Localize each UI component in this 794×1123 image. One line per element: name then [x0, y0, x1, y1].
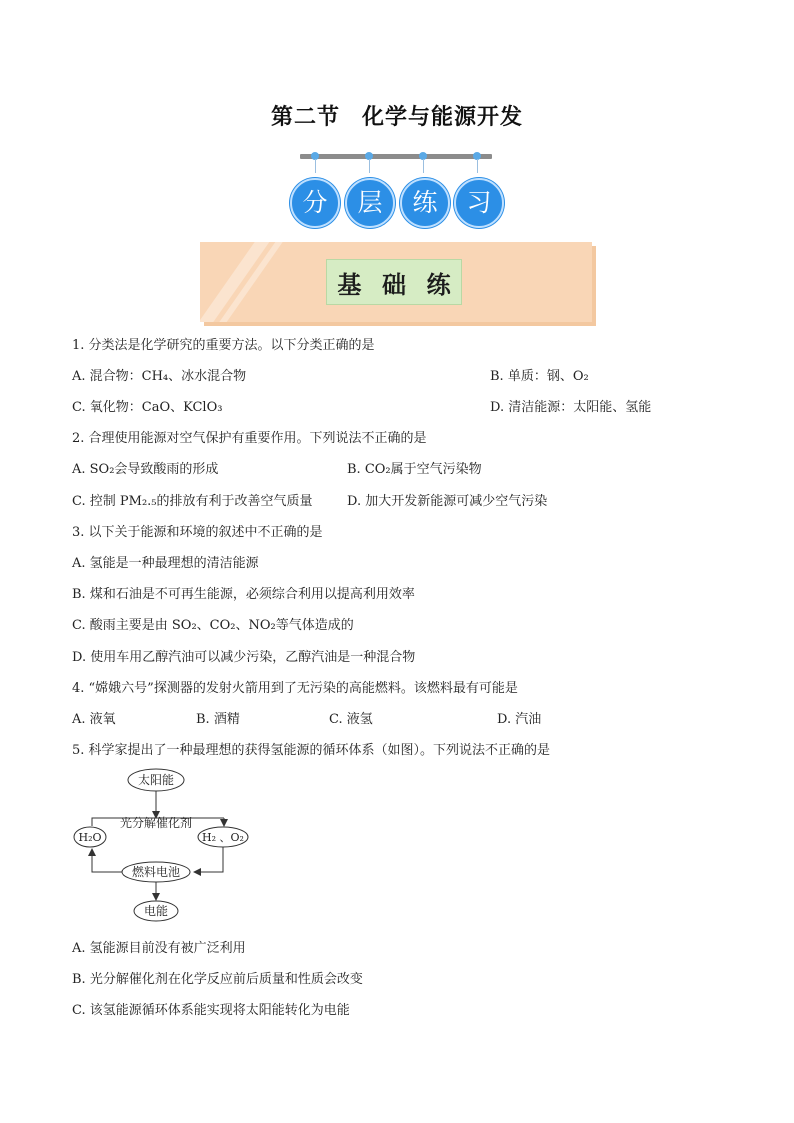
- section-title-char: 练: [426, 270, 451, 299]
- electric-label: 电能: [143, 904, 169, 918]
- option-text: C. 酸雨主要是由 SO₂、CO₂、NO₂等气体造成的: [72, 618, 354, 633]
- gases-to-cell-arrow: [194, 847, 223, 872]
- option-text: A. 氢能源目前没有被广泛利用: [72, 941, 246, 956]
- option-text: C. 液氢: [329, 712, 373, 727]
- section-banner: [200, 242, 592, 322]
- section-title-char: 础: [381, 270, 406, 299]
- option-text: D. 使用车用乙醇汽油可以减少污染，乙醇汽油是一种混合物: [72, 650, 416, 665]
- header-circle: 练: [400, 178, 450, 228]
- option-text: D. 加大开发新能源可减少空气污染: [347, 494, 548, 509]
- header-circle: 习: [454, 178, 504, 228]
- gases-label: H₂ 、O₂: [202, 831, 244, 844]
- question-stem: 2. 合理使用能源对空气保护有重要作用。下列说法不正确的是: [72, 431, 427, 446]
- cell-to-water-arrow: [92, 849, 122, 872]
- header-circle: 分: [290, 178, 340, 228]
- banner-decoration: [200, 242, 273, 322]
- sun-energy-label: 太阳能: [137, 773, 175, 787]
- option-text: A. 氢能是一种最理想的清洁能源: [72, 556, 259, 571]
- option-text: B. 单质：钢、O₂: [490, 369, 589, 384]
- catalyst-label: 光分解催化剂: [119, 816, 193, 830]
- option-text: C. 氧化物：CaO、KClO₃: [72, 400, 223, 415]
- question-stem: 3. 以下关于能源和环境的叙述中不正确的是: [72, 525, 323, 540]
- option-text: C. 该氢能源循环体系能实现将太阳能转化为电能: [72, 1003, 350, 1018]
- option-text: B. 光分解催化剂在化学反应前后质量和性质会改变: [72, 972, 363, 987]
- question-stem: 5. 科学家提出了一种最理想的获得氢能源的循环体系（如图）。下列说法不正确的是: [72, 743, 551, 758]
- bar-connector: [423, 159, 424, 173]
- bar-connector: [369, 159, 370, 173]
- water-label: H₂O: [78, 831, 102, 844]
- practice-header: [290, 178, 505, 226]
- question-stem: 4. “嫦娥六号”探测器的发射火箭用到了无污染的高能燃料。该燃料最有可能是: [72, 681, 518, 696]
- bar-line: [300, 154, 492, 159]
- bar-connector: [477, 159, 478, 173]
- hydrogen-cycle-diagram: [70, 766, 260, 926]
- section-title-char: 基: [337, 270, 362, 299]
- title-topic: 化学与能源开发: [362, 105, 524, 130]
- option-text: A. SO₂会导致酸雨的形成: [72, 462, 219, 477]
- fuel-cell-label: 燃料电池: [131, 865, 181, 879]
- bar-connector: [315, 159, 316, 173]
- question-stem: 1. 分类法是化学研究的重要方法。以下分类正确的是: [72, 338, 375, 353]
- option-text: B. 酒精: [196, 712, 240, 727]
- option-text: B. 煤和石油是不可再生能源，必须综合利用以提高利用效率: [72, 587, 415, 602]
- title-section-number: 第二节: [270, 105, 340, 130]
- decorative-bar: [300, 150, 492, 162]
- option-text: A. 混合物：CH₄、冰水混合物: [72, 369, 247, 384]
- option-text: C. 控制 PM₂.₅的排放有利于改善空气质量: [72, 494, 313, 509]
- page-title: [0, 100, 794, 131]
- header-circle: 层: [345, 178, 395, 228]
- option-text: D. 清洁能源：太阳能、氢能: [490, 400, 652, 415]
- option-text: B. CO₂属于空气污染物: [347, 462, 482, 477]
- option-text: A. 液氧: [72, 712, 116, 727]
- option-text: D. 汽油: [497, 712, 542, 727]
- section-title: [326, 259, 462, 305]
